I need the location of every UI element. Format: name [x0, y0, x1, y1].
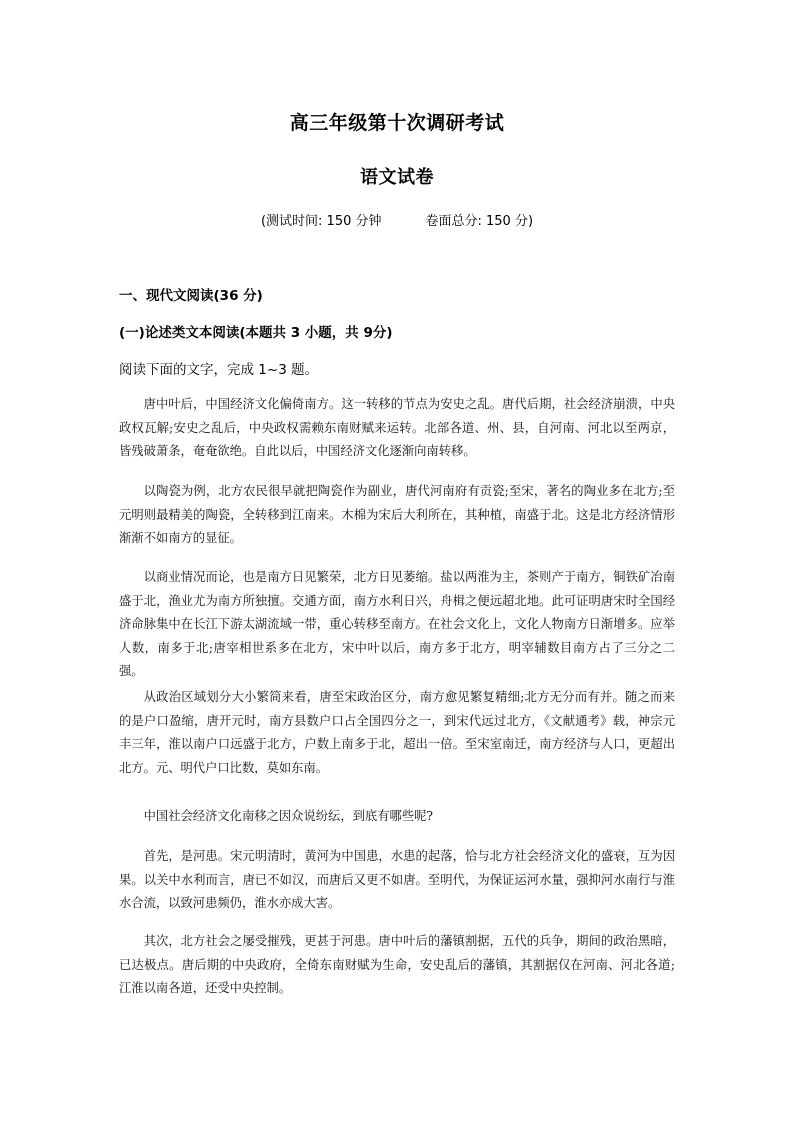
exam-score: 卷面总分: 150 分) [425, 214, 534, 229]
reading-instruction: 阅读下面的文字，完成 1~3 题。 [119, 362, 319, 378]
exam-title: 高三年级第十次调研考试 [289, 112, 505, 134]
exam-time: (测试时间: 150 分钟 [260, 214, 382, 229]
passage-paragraph: 其次，北方社会之屡受摧残，更甚于河患。唐中叶后的藩镇割据，五代的兵争，期间的政治黑暗，已达极点。唐后期的中央政府，全倚东南财赋为生命，安史乱后的藩镇，其割据仅在河南、河北各道;江淮以南各道，还受中央控制。 [119, 934, 675, 995]
passage-paragraph: 以陶瓷为例，北方农民很早就把陶瓷作为副业，唐代河南府有贡瓷;至宋，著名的陶业多在北方;至元明则最精美的陶瓷，全转移到江南来。木棉为宋后大利所在，其种植，南盛于北。这是北方经济情形渐渐不如南方的显征。 [119, 484, 675, 545]
passage-paragraph: 中国社会经济文化南移之因众说纷纭，到底有哪些呢? [143, 809, 434, 823]
exam-meta [0, 210, 794, 229]
section-subheading: (一)论述类文本阅读(本题共 3 小题，共 9分) [119, 325, 393, 341]
passage-paragraph: 以商业情况而论，也是南方日见繁荣，北方日见萎缩。盐以两淮为主，茶则产于南方，铜铁矿冶南盛于北，渔业尤为南方所独擅。交通方面，南方水利日兴，舟楫之便远超北地。此可证明唐宋时全国经济命脉集中在长江下游太湖流域一带，重心转移至南方。在社会文化上，文化人物南方日渐增多。应举人数，南多于北;唐宰相世系多在北方，宋中叶以后，南方多于北方，明宰辅数目南方占了三分之二强。 [119, 570, 675, 678]
passage-paragraph: 首先，是河患。宋元明清时，黄河为中国患，水患的起落，恰与北方社会经济文化的盛衰，互为因果。以关中水利而言，唐已不如汉，而唐后又更不如唐。至明代，为保证运河水量，强抑河水南行与淮水合流，以致河患频仍，淮水亦成大害。 [119, 849, 675, 910]
section-heading: 一、现代文阅读(36 分) [119, 288, 263, 304]
passage-paragraph: 从政治区域划分大小繁简来看，唐至宋政治区分，南方愈见繁复精细;北方无分而有并。随之而来的是户口盈缩，唐开元时，南方县数户口占全国四分之一，到宋代远过北方，《文献通考》载，神宗元丰三年，淮以南户口远盛于北方，户数上南多于北，超出一倍。至宋室南迁，南方经济与人口，更超出北方。元、明代户口比数，莫如东南。 [119, 690, 675, 775]
exam-subtitle: 语文试卷 [360, 167, 434, 188]
passage-paragraph: 唐中叶后，中国经济文化偏倚南方。这一转移的节点为安史之乱。唐代后期，社会经济崩溃，中央政权瓦解;安史之乱后，中央政权需赖东南财赋来运转。北部各道、州、县，自河南、河北以至两京，皆残破萧条，奄奄欲绝。自此以后，中国经济文化逐渐向南转移。 [119, 397, 675, 458]
